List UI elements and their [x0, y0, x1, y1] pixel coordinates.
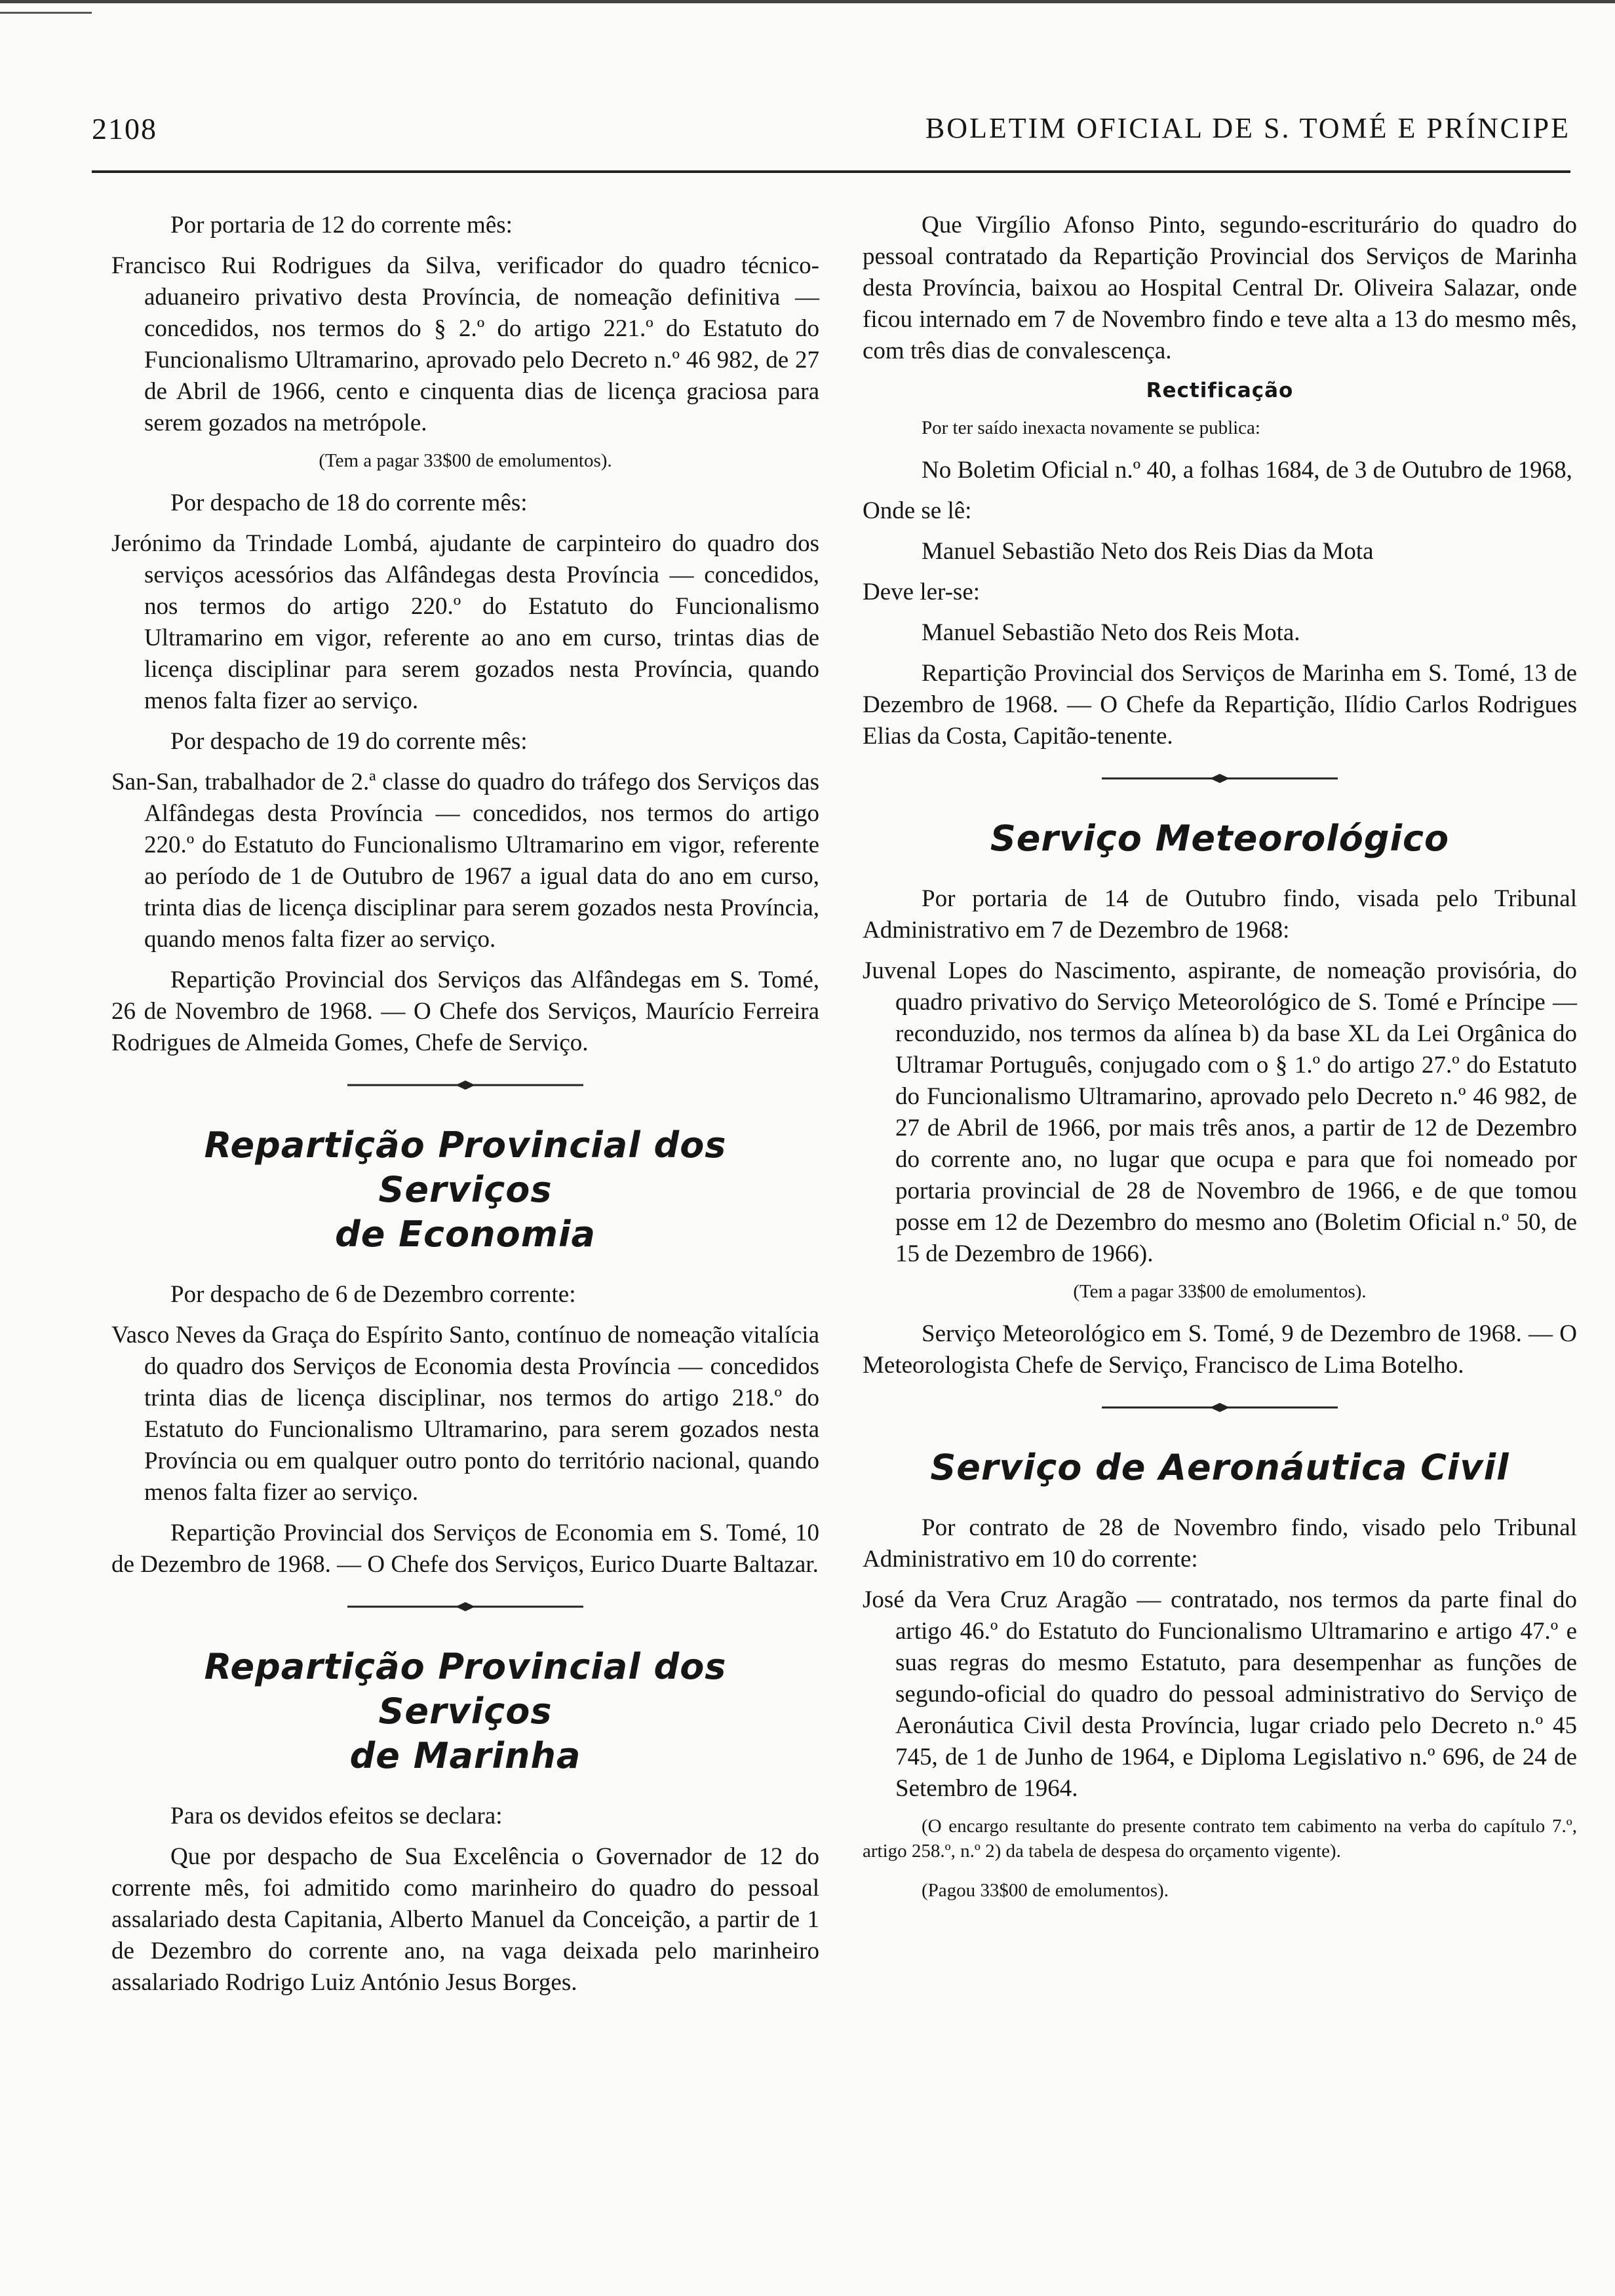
rectificacao-title: Rectificação [1146, 379, 1294, 402]
entry-jose: José da Vera Cruz Aragão — contratado, nos termos da parte final do artigo 46.º do Estatuto do Funcionalismo Ultramarino e artigo 47.º e suas regras do mesmo Estatuto, para desempenhar as funções de segundo-oficial do quadro do pessoal administrativo do Serviço de Aeronáutica Civil desta Província, lugar criado pelo Decreto n.º 45 745, de 1 de Junho de 1964, e Diploma Legislativo n.º 696, de 24 de Setembro de 1964. [863, 1586, 1577, 1802]
meteorologico-emolumentos: (Tem a pagar 33$00 de emolumentos). [1073, 1281, 1367, 1302]
entry-alberto: Que por despacho de Sua Excelência o Governador de 12 do corrente mês, foi admitido como marinheiro do quadro do pessoal assalariado desta Capitania, Alberto Manuel da Conceição, a partir de 1 de Dezembro do corrente ano, na vaga deixada pelo marinheiro assalariado Rodrigo Luiz António Jesus Borges. [111, 1843, 819, 1996]
page-header [92, 111, 1570, 157]
section-title-economia-line2: de Economia [335, 1214, 596, 1255]
entry-juvenal: Juvenal Lopes do Nascimento, aspirante, de nomeação provisória, do quadro privativo do Serviço Meteorológico de S. Tomé e Príncipe — reconduzido, nos termos da alínea b) da base XL da Lei Orgânica do Ultramar Português, conjugado com o § 1.º do artigo 27.º do Estatuto do Funcionalismo Ultramarino, aprovado pelo Decreto n.º 46 982, de 27 de Abril de 1966, por mais três anos, a partir de 12 de Dezembro do corrente ano, no lugar que ocupa e para que foi nomeado por portaria provincial de 28 de Novembro de 1966, e de que tomou posse em 12 de Dezembro do mesmo ano (Boletim Oficial n.º 50, de 15 de Dezembro de 1966). [863, 957, 1577, 1267]
correct-name: Manuel Sebastião Neto dos Reis Mota. [922, 619, 1300, 646]
left-column [111, 210, 819, 2008]
rectificacao-reference: No Boletim Oficial n.º 40, a folhas 1684, de 3 de Outubro de 1968, [922, 457, 1572, 484]
page-number: 2108 [92, 112, 157, 145]
onde-se-le: Onde se lê: [863, 497, 972, 524]
section-title-aeronautica: Serviço de Aeronáutica Civil [930, 1447, 1509, 1488]
section-title-marinha [111, 1645, 819, 1778]
wrong-name: Manuel Sebastião Neto dos Reis Dias da Mota [922, 538, 1374, 565]
section-title-economia [111, 1123, 819, 1257]
despacho-19-intro: Por despacho de 19 do corrente mês: [170, 728, 528, 755]
top-border-line [0, 0, 1615, 3]
section-separator [863, 765, 1577, 794]
meteorologico-signature: Serviço Meteorológico em S. Tomé, 9 de Dezembro de 1968. — O Meteorologista Chefe de Serviço, Francisco de Lima Botelho. [863, 1320, 1577, 1379]
despacho-18-intro: Por despacho de 18 do corrente mês: [170, 489, 528, 516]
entry-jeronimo: Jerónimo da Trindade Lombá, ajudante de carpinteiro do quadro dos serviços acessórios das Alfândegas desta Província — concedidos, nos termos do artigo 220.º do Estatuto do Funcionalismo Ultramarino em vigor, referente ao ano em curso, trintas dias de licença disciplinar para serem gozados nesta Província, quando menos falta fizer ao serviço. [111, 530, 819, 714]
entry-virgilio: Que Virgílio Afonso Pinto, segundo-escriturário do quadro do pessoal contratado da Repartição Provincial dos Serviços de Marinha desta Província, baixou ao Hospital Central Dr. Oliveira Salazar, onde ficou internado em 7 de Novembro findo e teve alta a 13 do mesmo mês, com três dias de convalescença. [863, 212, 1577, 364]
section-title-marinha-line1: Repartição Provincial dos Serviços [204, 1646, 727, 1732]
header-rule [92, 170, 1570, 173]
entry-francisco: Francisco Rui Rodrigues da Silva, verificador do quadro técnico-aduaneiro privativo desta Província, de nomeação definitiva — concedidos, nos termos do § 2.º do artigo 221.º do Estatuto do Funcionalismo Ultramarino, aprovado pelo Decreto n.º 46 982, de 27 de Abril de 1966, cento e cinquenta dias de licença graciosa para serem gozados na metrópole. [111, 252, 819, 436]
portaria-intro: Por portaria de 12 do corrente mês: [170, 212, 513, 239]
aeronautica-intro: Por contrato de 28 de Novembro findo, visado pelo Tribunal Administrativo em 10 do corrente: [863, 1514, 1577, 1573]
deve-ler-se: Deve ler-se: [863, 579, 981, 605]
economia-intro: Por despacho de 6 de Dezembro corrente: [170, 1281, 576, 1308]
top-border-mark [0, 12, 92, 14]
section-title-marinha-line2: de Marinha [349, 1735, 581, 1776]
marinha-signature: Repartição Provincial dos Serviços de Marinha em S. Tomé, 13 de Dezembro de 1968. — O Chefe da Repartição, Ilídio Carlos Rodrigues Elias da Costa, Capitão-tenente. [863, 660, 1577, 750]
entry-san-san: San-San, trabalhador de 2.ª classe do quadro do tráfego dos Serviços das Alfândegas desta Província — concedidos, nos termos do artigo 220.º do Estatuto do Funcionalismo Ultramarino em vigor, referente ao período de 1 de Outubro de 1967 a igual data do ano em curso, trinta dias de licença disciplinar para serem gozados nesta Província, quando menos falta fizer ao serviço. [111, 769, 819, 953]
pagou-note: (Pagou 33$00 de emolumentos). [922, 1880, 1169, 1901]
rectificacao-intro: Por ter saído inexacta novamente se publica: [922, 417, 1260, 438]
encargo-note: (O encargo resultante do presente contrato tem cabimento na verba do capítulo 7.º, artigo 258.º, n.º 2) da tabela de despesa do orçamento vigente). [863, 1816, 1577, 1862]
right-column [863, 210, 1577, 1917]
meteorologico-intro: Por portaria de 14 de Outubro findo, visada pelo Tribunal Administrativo em 7 de Dezembro de 1968: [863, 885, 1577, 944]
section-title-economia-line1: Repartição Provincial dos Serviços [204, 1124, 727, 1210]
entry-vasco: Vasco Neves da Graça do Espírito Santo, contínuo de nomeação vitalícia do quadro dos Serviços de Economia desta Província — concedidos trinta dias de licença disciplinar, nos termos do artigo 218.º do Estatuto do Funcionalismo Ultramarino, para serem gozados nesta Província ou em qualquer outro ponto do território nacional, quando menos falta fizer ao serviço. [111, 1322, 819, 1506]
economia-signature: Repartição Provincial dos Serviços de Economia em S. Tomé, 10 de Dezembro de 1968. — O Chefe dos Serviços, Eurico Duarte Baltazar. [111, 1520, 819, 1578]
section-separator [111, 1072, 819, 1101]
alfandegas-signature: Repartição Provincial dos Serviços das Alfândegas em S. Tomé, 26 de Novembro de 1968. — O Chefe dos Serviços, Maurício Ferreira Rodrigues de Almeida Gomes, Chefe de Serviço. [111, 966, 819, 1056]
section-title-meteorologico: Serviço Meteorológico [990, 818, 1450, 859]
running-title: BOLETIM OFICIAL DE S. TOMÉ E PRÍNCIPE [925, 112, 1570, 144]
section-separator [111, 1594, 819, 1622]
emolumentos-note: (Tem a pagar 33$00 de emolumentos). [319, 450, 612, 471]
section-separator [863, 1394, 1577, 1423]
marinha-intro: Para os devidos efeitos se declara: [170, 1803, 503, 1829]
